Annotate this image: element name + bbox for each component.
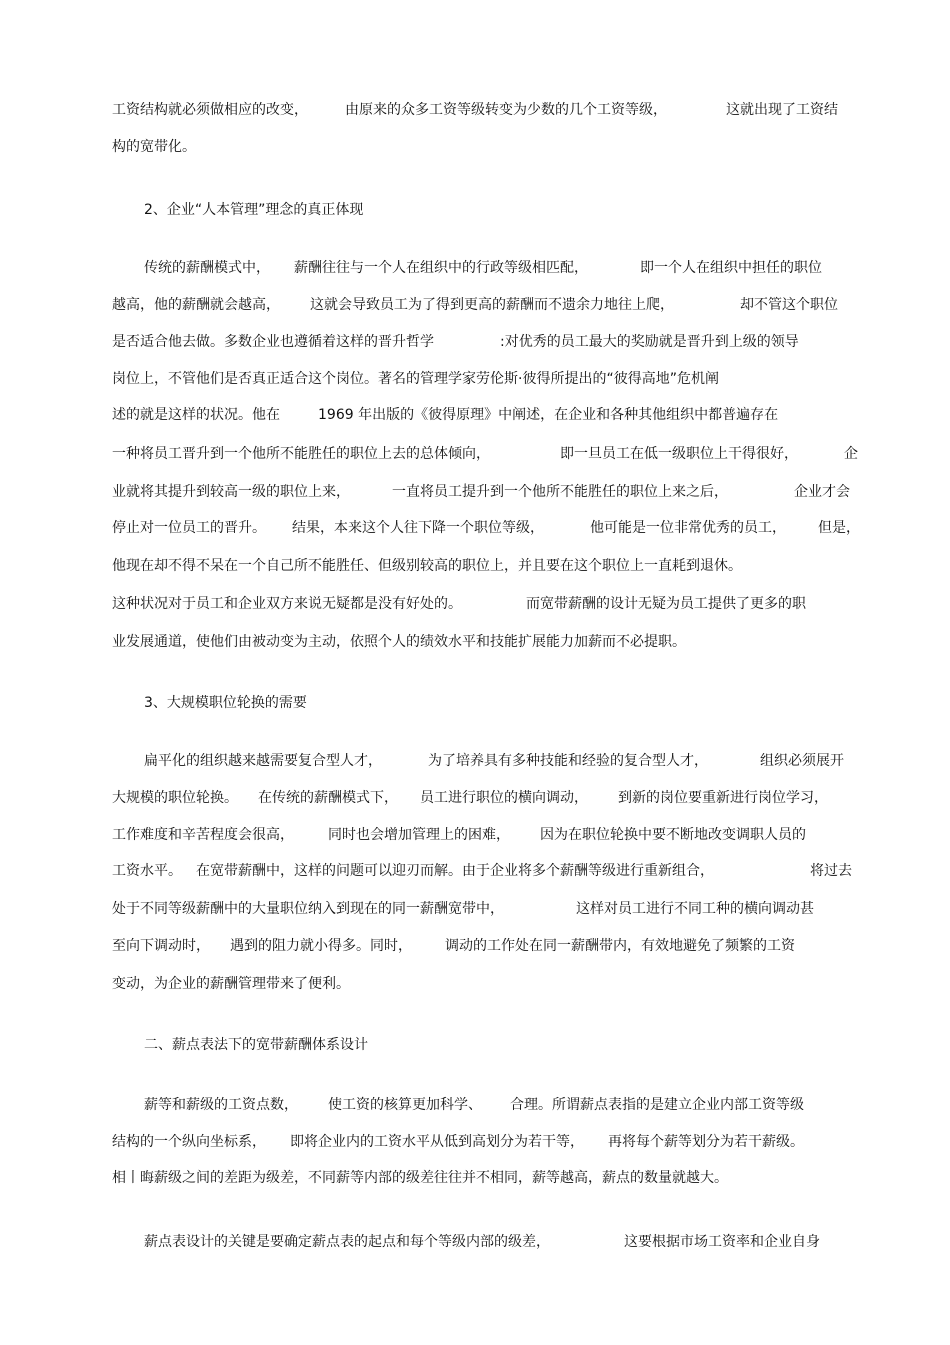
text-line — [0, 1131, 804, 1153]
text-segment: 越高，他的薪酬就会越高， — [112, 297, 280, 313]
text-segment: 在宽带薪酬中，这样的问题可以迎刃而解。由于企业将多个薪酬等级进行重新组合， — [196, 863, 714, 879]
text-line — [0, 860, 852, 882]
text-segment: 遇到的阻力就小得多。同时， — [230, 938, 412, 954]
text-line — [0, 368, 719, 390]
text-line — [0, 404, 779, 426]
section-heading — [0, 692, 307, 714]
text-segment: 这就出现了工资结 — [726, 102, 838, 118]
text-segment: 员工进行职位的横向调动， — [420, 790, 588, 806]
text-segment: 薪酬往往与一个人在组织中的行政等级相匹配， — [294, 260, 588, 276]
text-segment: 工资水平。 — [112, 863, 182, 879]
text-line — [0, 631, 686, 653]
text-segment: :对优秀的员工最大的奖励就是晋升到上级的领导 — [500, 334, 799, 350]
text-segment: 到新的岗位要重新进行岗位学习， — [618, 790, 828, 806]
text-segment: 岗位上，不管他们是否真正适合这个岗位。著名的管理学家劳伦斯·彼得所提出的“彼得高地”危机阐 — [112, 371, 719, 387]
text-segment: 述的就是这样的状况。他在 — [112, 407, 280, 423]
text-segment: 由原来的众多工资等级转变为少数的几个工资等级， — [345, 102, 667, 118]
text-segment: 即一旦员工在低一级职位上干得很好， — [560, 446, 798, 462]
text-segment: 结果，本来这个人往下降一个职位等级， — [292, 520, 544, 536]
text-segment: 为了培养具有多种技能和经验的复合型人才， — [428, 753, 708, 769]
text-segment: 即将企业内的工资水平从低到高划分为若干等， — [290, 1134, 584, 1150]
text-segment: 他现在却不得不呆在一个自己所不能胜任、但级别较高的职位上，并且要在这个职位上一直耗到退休。 — [112, 558, 742, 574]
text-segment: 因为在职位轮换中要不断地改变调职人员的 — [540, 827, 806, 843]
text-segment: 薪点表设计的关键是要确定薪点表的起点和每个等级内部的级差， — [144, 1234, 550, 1250]
text-segment: 而宽带薪酬的设计无疑为员工提供了更多的职 — [526, 596, 806, 612]
text-segment: 组织必须展开 — [760, 753, 844, 769]
text-segment: 是否适合他去做。多数企业也遵循着这样的晋升哲学 — [112, 334, 434, 350]
text-line — [0, 99, 838, 121]
text-segment: 结构的一个纵向坐标系， — [112, 1134, 266, 1150]
text-line — [0, 787, 828, 809]
text-segment: 构的宽带化。 — [112, 139, 196, 155]
text-segment: 再将每个薪等划分为若干薪级。 — [608, 1134, 804, 1150]
text-segment: 调动的工作处在同一薪酬带内，有效地避免了频繁的工资 — [445, 938, 795, 954]
text-segment: 这样对员工进行不同工种的横向调动甚 — [576, 901, 814, 917]
text-segment: 他可能是一位非常优秀的员工， — [590, 520, 786, 536]
text-segment: 即一个人在组织中担任的职位 — [640, 260, 822, 276]
text-segment: 一种将员工晋升到一个他所不能胜任的职位上去的总体倾向， — [112, 446, 490, 462]
text-line — [0, 443, 858, 465]
text-segment: 相丨晦薪级之间的差距为级差，不同薪等内部的级差往往并不相同，薪等越高，薪点的数量就越大。 — [112, 1170, 728, 1186]
text-line — [0, 935, 795, 957]
text-segment: 在传统的薪酬模式下， — [258, 790, 398, 806]
text-line — [0, 1167, 728, 1189]
text-segment: 但是， — [818, 520, 860, 536]
text-line — [0, 331, 799, 353]
section-heading — [0, 1034, 368, 1056]
text-line — [0, 294, 838, 316]
text-segment: 同时也会增加管理上的困难， — [328, 827, 510, 843]
text-segment: 企 — [844, 446, 858, 462]
text-line — [0, 555, 742, 577]
text-segment: 变动，为企业的薪酬管理带来了便利。 — [112, 976, 350, 992]
text-segment: 1969 年出版的《彼得原理》中阐述，在企业和各种其他组织中都普遍存在 — [318, 407, 779, 423]
text-line — [0, 257, 822, 279]
text-segment: 传统的薪酬模式中， — [144, 260, 270, 276]
text-segment: 合理。所谓薪点表指的是建立企业内部工资等级 — [510, 1097, 804, 1113]
text-segment: 使工资的核算更加科学、 — [328, 1097, 482, 1113]
text-segment: 企业才会 — [794, 484, 850, 500]
text-line — [0, 750, 844, 772]
text-segment: 这要根据市场工资率和企业自身 — [624, 1234, 820, 1250]
text-segment: 这就会导致员工为了得到更高的薪酬而不遗余力地往上爬， — [310, 297, 674, 313]
text-line — [0, 593, 806, 615]
text-line — [0, 136, 196, 158]
text-line — [0, 973, 350, 995]
text-segment: 停止对一位员工的晋升。 — [112, 520, 266, 536]
text-segment: 至向下调动时， — [112, 938, 210, 954]
text-line — [0, 898, 814, 920]
text-line — [0, 481, 850, 503]
text-segment: 工作难度和辛苦程度会很高， — [112, 827, 294, 843]
text-segment: 二、薪点表法下的宽带薪酬体系设计 — [144, 1037, 368, 1053]
text-line — [0, 1231, 820, 1253]
section-heading — [0, 199, 364, 221]
text-segment: 一直将员工提升到一个他所不能胜任的职位上来之后， — [392, 484, 728, 500]
text-segment: 这种状况对于员工和企业双方来说无疑都是没有好处的。 — [112, 596, 462, 612]
text-line — [0, 517, 860, 539]
text-segment: 将过去 — [810, 863, 852, 879]
text-segment: 处于不同等级薪酬中的大量职位纳入到现在的同一薪酬宽带中， — [112, 901, 504, 917]
text-segment: 扁平化的组织越来越需要复合型人才， — [144, 753, 382, 769]
text-segment: 3、大规模职位轮换的需要 — [144, 695, 307, 711]
text-segment: 工资结构就必须做相应的改变， — [112, 102, 308, 118]
text-segment: 大规模的职位轮换。 — [112, 790, 238, 806]
text-segment: 业就将其提升到较高一级的职位上来， — [112, 484, 350, 500]
text-line — [0, 824, 806, 846]
text-line — [0, 1094, 804, 1116]
text-segment: 2、企业“人本管理”理念的真正体现 — [144, 202, 364, 218]
text-segment: 业发展通道，使他们由被动变为主动，依照个人的绩效水平和技能扩展能力加薪而不必提职。 — [112, 634, 686, 650]
text-segment: 薪等和薪级的工资点数， — [144, 1097, 298, 1113]
text-segment: 却不管这个职位 — [740, 297, 838, 313]
